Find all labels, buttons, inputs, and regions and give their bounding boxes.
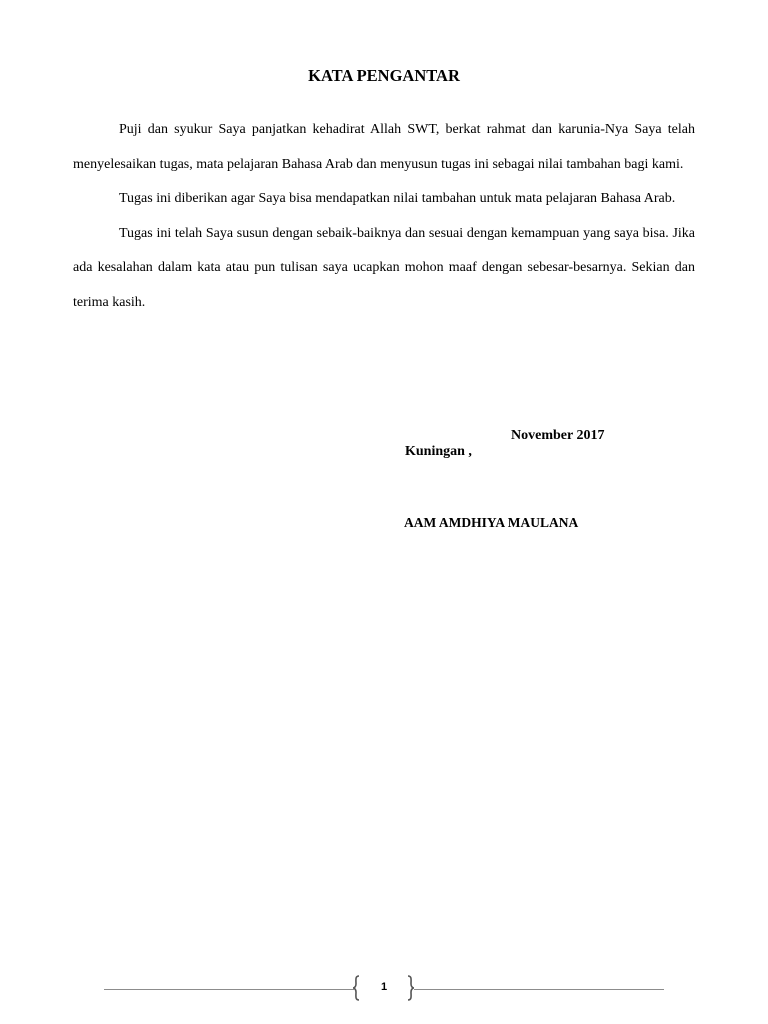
paragraph-2: Tugas ini diberikan agar Saya bisa mendapatkan nilai tambahan untuk mata pelajaran Bahasa Arab.	[119, 191, 676, 206]
right-bracket-icon	[407, 975, 415, 1001]
page-title: KATA PENGANTAR	[308, 66, 460, 85]
signer-name: AAM AMDHIYA MAULANA	[404, 515, 579, 530]
paragraph-1: Puji dan syukur Saya panjatkan kehadirat Allah SWT, berkat rahmat dan karunia-Nya Saya telah menyelesaikan tugas, mata pelajaran Bahasa Arab dan menyusun tugas ini sebagai nilai tambahan bagi kami.	[73, 122, 695, 172]
page-number: 1	[380, 981, 388, 993]
footer-rule-right	[414, 989, 664, 990]
paragraph-3: Tugas ini telah Saya susun dengan sebaik-baiknya dan sesuai dengan kemampuan yang saya bisa. Jika ada kesalahan dalam kata atau pun tulisan saya ucapkan mohon maaf dengan sebesar-besarnya. Sekian dan terima kasih.	[73, 225, 695, 310]
footer-rule-left	[104, 989, 354, 990]
date-label: November 2017	[511, 428, 605, 443]
place-label: Kuningan ,	[405, 444, 472, 459]
place-date-line	[398, 428, 605, 476]
document-body	[73, 113, 695, 320]
left-bracket-icon	[352, 975, 360, 1001]
